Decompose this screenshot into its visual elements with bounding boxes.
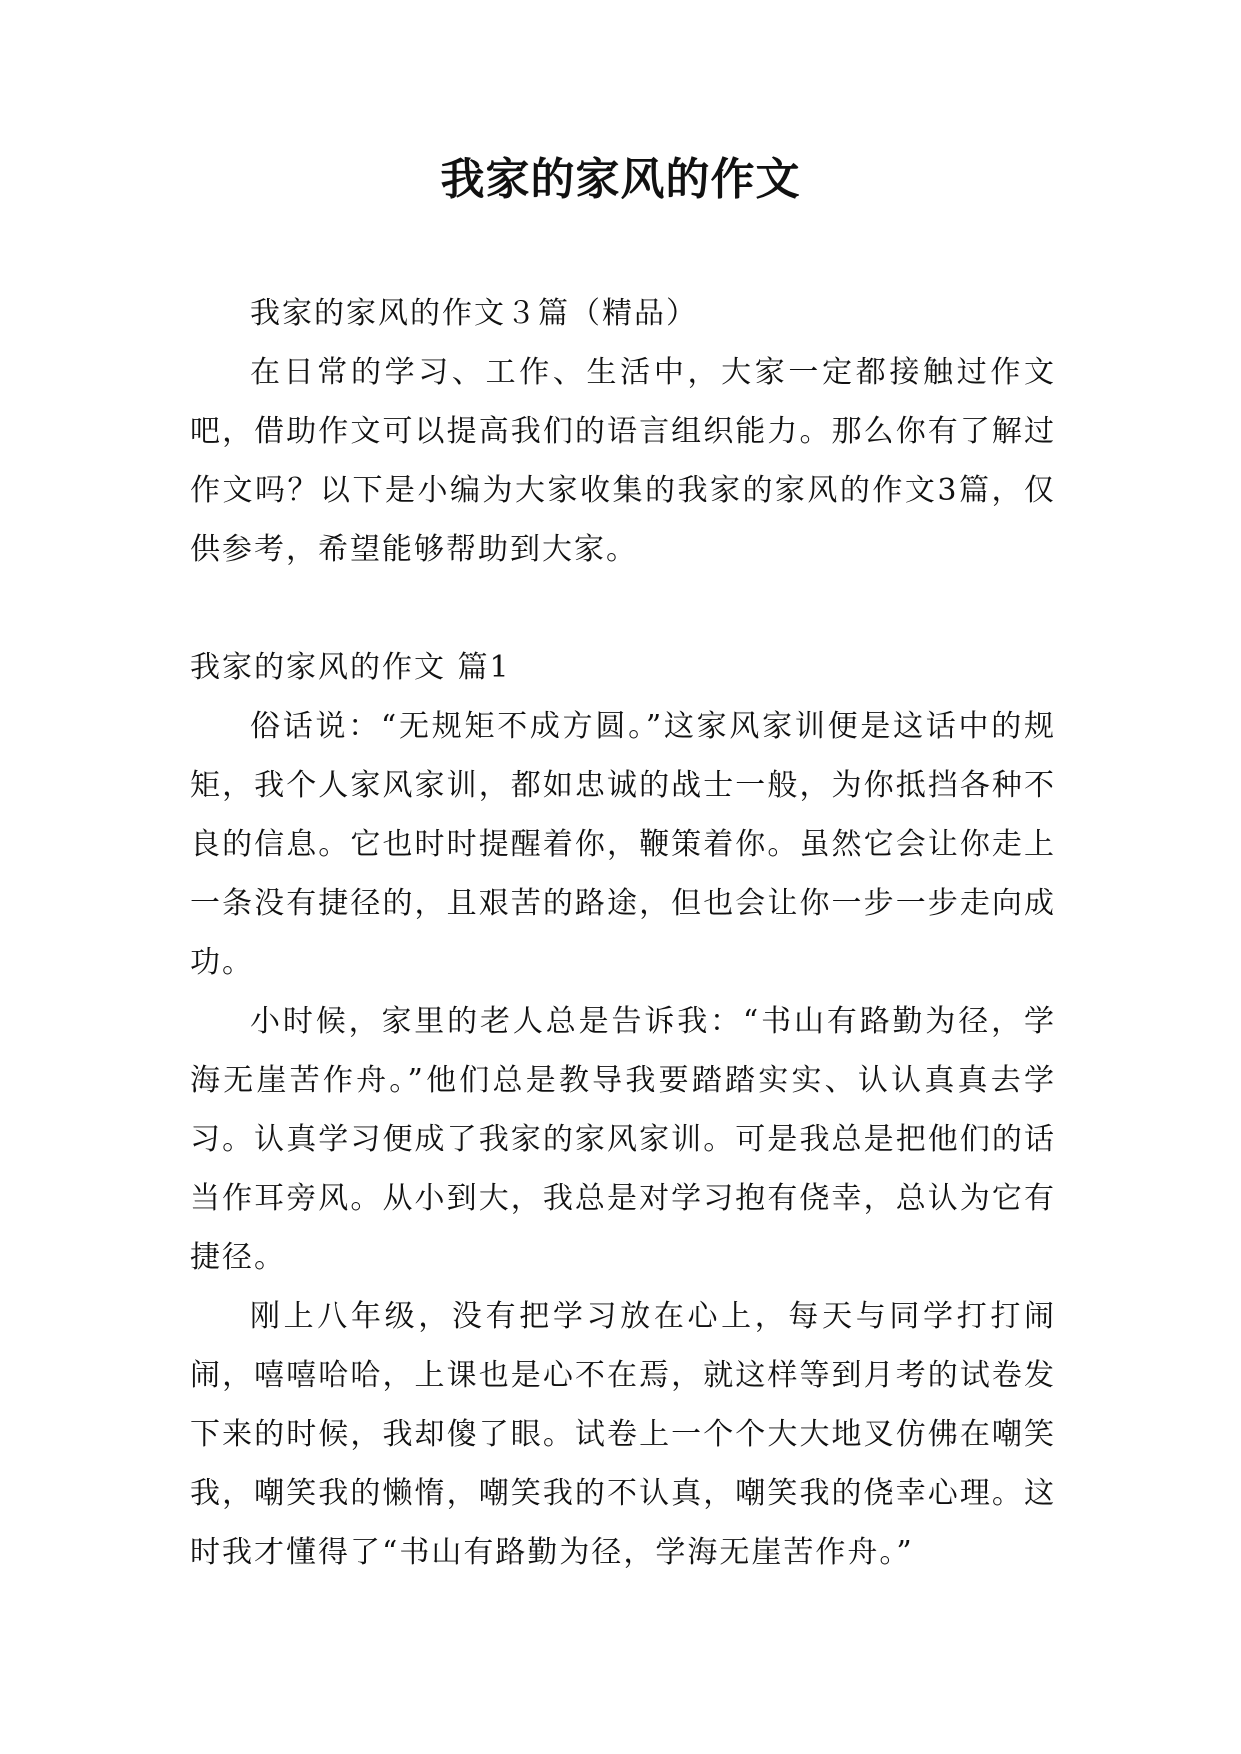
document-body (190, 284, 1056, 1582)
paragraph-spacer (190, 579, 1056, 638)
body-paragraph-2: 小时候，家里的老人总是告诉我：“书山有路勤为径，学海无崖苦作舟。”他们总是教导我要踏踏实实、认认真真去学习。认真学习便成了我家的家风家训。可是我总是把他们的话当作耳旁风。从小到大，我总是对学习抱有侥幸，总认为它有捷径。 (190, 1004, 1056, 1275)
intro-paragraph: 在日常的学习、工作、生活中，大家一定都接触过作文吧，借助作文可以提高我们的语言组织能力。那么你有了解过作文吗？以下是小编为大家收集的我家的家风的作文3篇，仅供参考，希望能够帮助到大家。 (190, 355, 1056, 567)
document-title: 我家的家风的作文 (440, 154, 801, 205)
body-paragraph-1: 俗话说：“无规矩不成方圆。”这家风家训便是这话中的规矩，我个人家风家训，都如忠诚的战士一般，为你抵挡各种不良的信息。它也时时提醒着你，鞭策着你。虽然它会让你走上一条没有捷径的，且艰苦的路途，但也会让你一步一步走向成功。 (190, 709, 1056, 980)
section-heading: 我家的家风的作文 篇1 (190, 650, 511, 685)
body-paragraph-3: 刚上八年级，没有把学习放在心上，每天与同学打打闹闹，嘻嘻哈哈，上课也是心不在焉，就这样等到月考的试卷发下来的时候，我却傻了眼。试卷上一个个大大地叉仿佛在嘲笑我，嘲笑我的懒惰，嘲笑我的不认真，嘲笑我的侥幸心理。这时我才懂得了“书山有路勤为径，学海无崖苦作舟。” (190, 1299, 1056, 1570)
subtitle-paragraph: 我家的家风的作文３篇（精品） (250, 296, 698, 331)
